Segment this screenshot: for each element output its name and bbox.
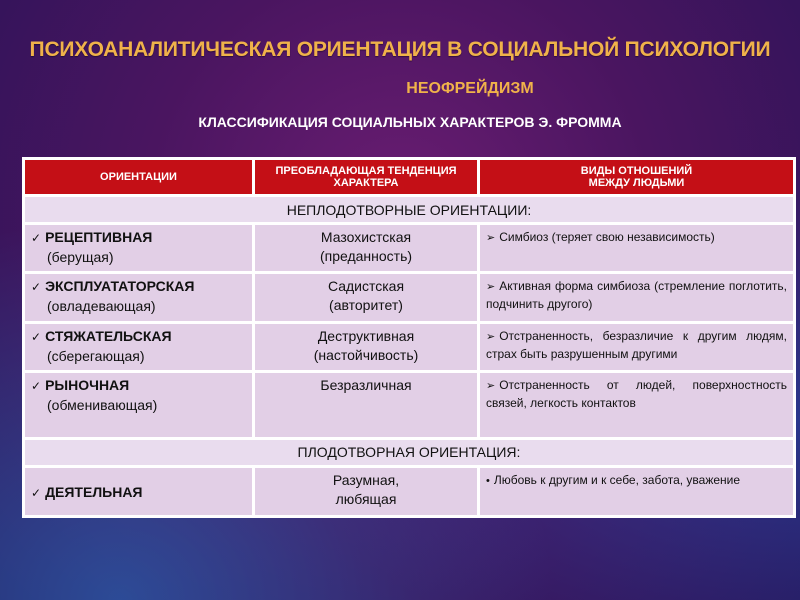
section-row-unproductive	[24, 196, 795, 224]
relation-cell: ➢ Отстраненность от людей, поверхностность связей, легкость контактов	[479, 371, 795, 438]
table-row	[24, 224, 795, 273]
orientation-cell: ✓ РЕЦЕПТИВНАЯ (берущая)	[24, 224, 254, 273]
check-icon: ✓	[31, 378, 42, 393]
arrow-bullet-icon: ➢	[486, 330, 496, 343]
arrow-bullet-icon: ➢	[486, 379, 496, 392]
check-icon: ✓	[31, 231, 42, 246]
table-header-row	[24, 159, 795, 196]
check-icon: ✓	[31, 485, 42, 500]
table-row	[24, 322, 795, 371]
check-icon: ✓	[31, 329, 42, 344]
header-orientation: ОРИЕНТАЦИИ	[24, 159, 254, 196]
arrow-bullet-icon: ➢	[486, 281, 496, 294]
orientation-cell: ✓ ЭКСПЛУАТАТОРСКАЯ (овладевающая)	[24, 273, 254, 322]
classification-heading	[0, 114, 800, 130]
orientation-cell: ✓ РЫНОЧНАЯ (обменивающая)	[24, 371, 254, 438]
header-tendency: ПРЕОБЛАДАЮЩАЯ ТЕНДЕНЦИЯ ХАРАКТЕРА	[254, 159, 479, 196]
subtitle-text: НЕОФРЕЙДИЗМ	[406, 80, 534, 97]
orientation-cell: ✓ ДЕЯТЕЛЬНАЯ	[24, 466, 254, 516]
header-relations: ВИДЫ ОТНОШЕНИЙ МЕЖДУ ЛЮДЬМИ	[479, 159, 795, 196]
orientation-cell: ✓ СТЯЖАТЕЛЬСКАЯ (сберегающая)	[24, 322, 254, 371]
relation-cell: ➢ Отстраненность, безразличие к другим людям, страх быть разрушенным другими	[479, 322, 795, 371]
table-row	[24, 371, 795, 438]
relation-cell: ➢ Симбиоз (теряет свою независимость)	[479, 224, 795, 273]
tendency-cell: Садистская (авторитет)	[254, 273, 479, 322]
subtitle	[0, 80, 800, 98]
check-icon: ✓	[31, 280, 42, 295]
section-label-unproductive: НЕПЛОДОТВОРНЫЕ ОРИЕНТАЦИИ:	[24, 196, 795, 224]
relation-cell: • Любовь к другим и к себе, забота, уважение	[479, 466, 795, 516]
arrow-bullet-icon: ➢	[486, 232, 496, 245]
tendency-cell: Деструктивная (настойчивость)	[254, 322, 479, 371]
section-label-productive: ПЛОДОТВОРНАЯ ОРИЕНТАЦИЯ:	[24, 438, 795, 466]
relation-cell: ➢ Активная форма симбиоза (стремление поглотить, подчинить другого)	[479, 273, 795, 322]
section-row-productive	[24, 438, 795, 466]
classification-text: КЛАССИФИКАЦИЯ СОЦИАЛЬНЫХ ХАРАКТЕРОВ Э. ФРОММА	[198, 114, 622, 130]
table-row	[24, 273, 795, 322]
tendency-cell: Разумная, любящая	[254, 466, 479, 516]
fromm-table	[22, 157, 793, 518]
table-row	[24, 466, 795, 516]
tendency-cell: Безразличная	[254, 371, 479, 438]
page-title: ПСИХОАНАЛИТИЧЕСКАЯ ОРИЕНТАЦИЯ В СОЦИАЛЬНОЙ ПСИХОЛОГИИ	[29, 38, 771, 61]
bullet-icon: •	[486, 474, 490, 487]
tendency-cell: Мазохистская (преданность)	[254, 224, 479, 273]
